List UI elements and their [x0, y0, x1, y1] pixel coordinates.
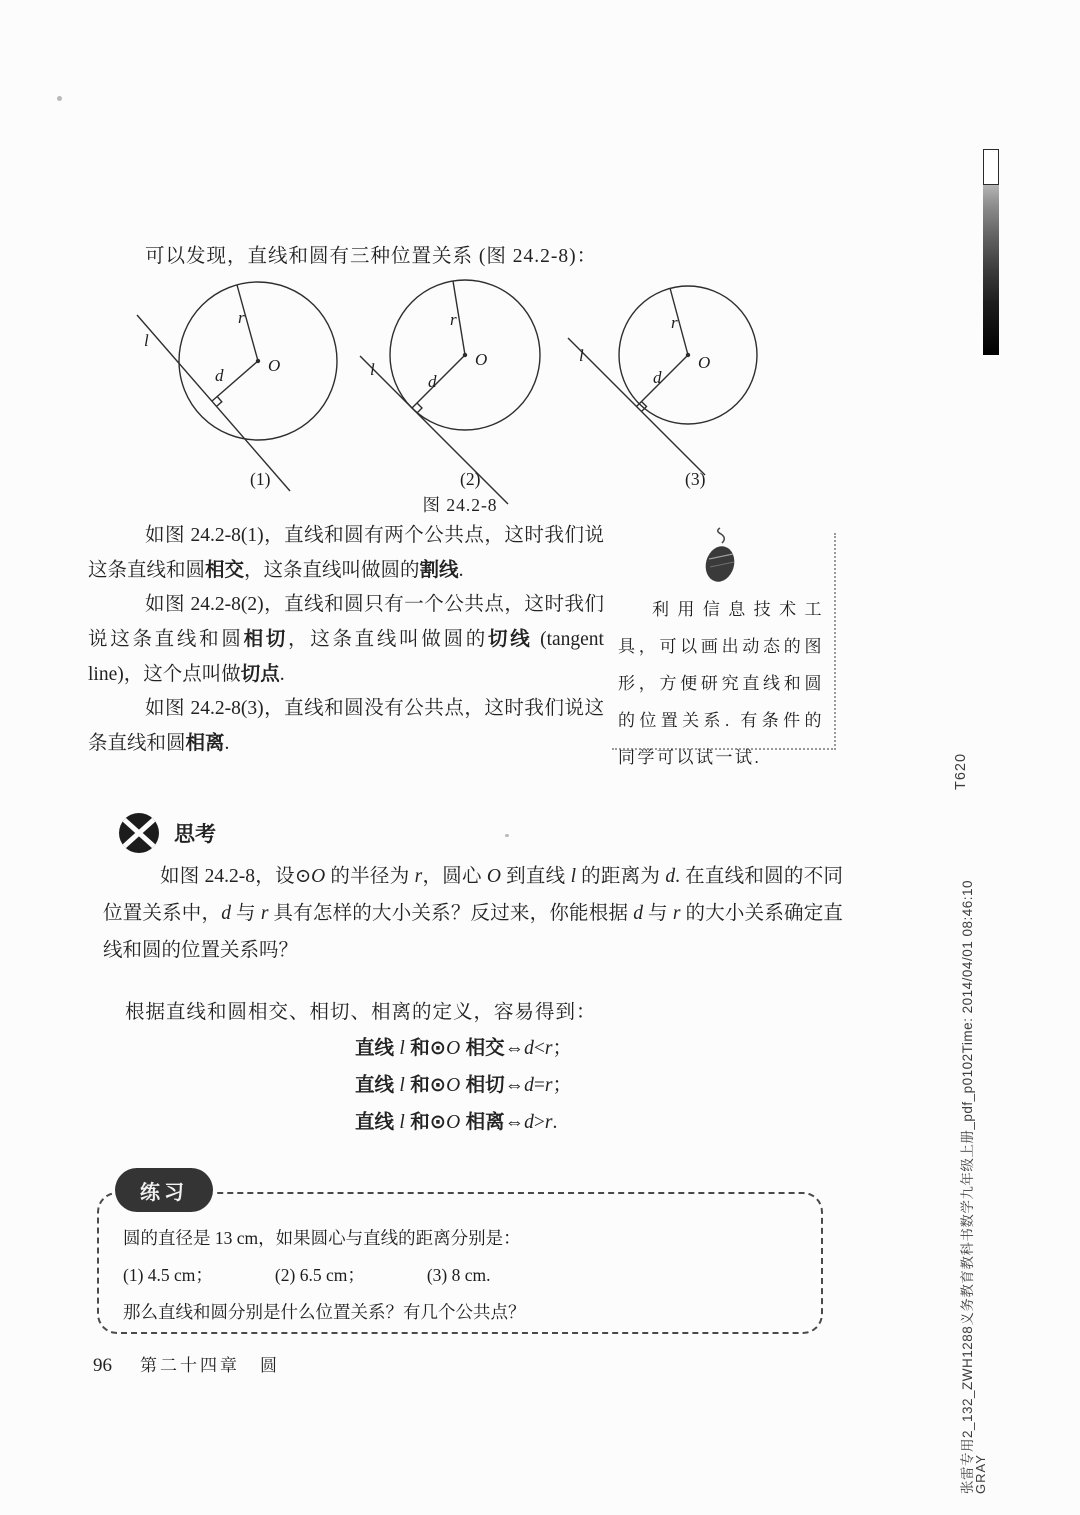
practice-line-3: 那么直线和圆分别是什么位置关系？有几个公共点？	[123, 1302, 526, 1322]
label-radius: r	[238, 308, 245, 327]
figure-caption: 图 24.2-8	[422, 495, 498, 515]
paragraph-intersect: 如图 24.2-8(1)，直线和圆有两个公共点，这时我们说这条直线和圆相交，这条直线叫做圆的割线.	[88, 525, 604, 581]
right-angle-mark	[217, 397, 222, 407]
subfigure-caption: (1)	[250, 469, 271, 489]
label-center: O	[475, 350, 488, 369]
scan-speck	[505, 834, 509, 837]
diagram-separate	[563, 273, 808, 508]
practice-box	[97, 1181, 823, 1334]
practice-item-3: (3) 8 cm.	[426, 1265, 491, 1285]
think-title: 思考	[174, 823, 216, 846]
label-line: l	[579, 346, 584, 365]
formula-tangent: 直线 l 和⊙O 相切⇔d=r；	[355, 1074, 572, 1096]
center-point	[686, 353, 690, 357]
center-point	[463, 353, 467, 357]
computer-mouse-icon	[698, 527, 744, 589]
center-point	[256, 359, 260, 363]
distance-segment	[637, 355, 689, 407]
label-center: O	[268, 356, 281, 375]
chapter-title: 第二十四章 圆	[140, 1356, 280, 1375]
right-angle-mark	[417, 403, 422, 413]
practice-item-2: (2) 6.5 cm；	[274, 1265, 365, 1285]
label-distance: d	[653, 368, 662, 387]
label-line: l	[144, 331, 149, 350]
grayscale-calibration-bar	[983, 149, 999, 355]
practice-items	[123, 1257, 799, 1294]
distance-segment	[412, 355, 465, 408]
paragraph-tangent: 如图 24.2-8(2)，直线和圆只有一个公共点，这时我们说这条直线和圆相切，这条直线叫做圆的切线 (tangent line)，这个点叫做切点.	[88, 594, 604, 685]
calibration-gradient	[983, 185, 999, 355]
diagram-secant	[130, 273, 360, 505]
calibration-white-cell	[983, 149, 999, 185]
tech-note-text: 利用信息技术工具，可以画出动态的图形，方便研究直线和圆的位置关系. 有条件的同学可以试一试.	[618, 600, 824, 767]
practice-line-1: 圆的直径是 13 cm，如果圆心与直线的距离分别是：	[123, 1228, 521, 1248]
label-distance: d	[215, 366, 224, 385]
practice-badge: 练习	[115, 1168, 213, 1212]
paragraph-separate: 如图 24.2-8(3)，直线和圆没有公共点，这时我们说这条直线和圆相离.	[88, 698, 604, 754]
label-radius: r	[450, 310, 457, 329]
subfigure-caption: (2)	[460, 469, 481, 489]
diagram-tangent	[358, 273, 573, 508]
body-text	[88, 519, 604, 761]
tech-note-box	[612, 533, 836, 767]
think-question: 如图 24.2-8，设⊙O 的半径为 r，圆心 O 到直线 l 的距离为 d. 在直线和圆的不同位置关系中，d 与 r 具有怎样的大小关系？反过来，你能根据 d 与 r 的大小关系确定直线和圆的位置关系吗？	[103, 866, 843, 961]
think-icon	[116, 810, 162, 856]
intro-sentence: 可以发现，直线和圆有三种位置关系 (图 24.2-8)：	[145, 246, 598, 267]
subfigure-caption: (3)	[685, 469, 706, 489]
practice-body	[123, 1220, 799, 1331]
label-distance: d	[428, 372, 437, 391]
textbook-page: 可以发现，直线和圆有三种位置关系 (图 24.2-8)： l r d O (1) l r d O (2) l r d O (3) 图 24.2-8 如图 24.2-8(1)，直线和圆有两个公共点，这时我们说这条直线和圆相交，这条直线叫做圆的割线. 如图 24.2-8(2)，直线和圆只有一个公共点，这时我们说这条直线和圆相切，这条直线叫做圆的切线 (tangent line)，这个点叫做切点. 如图 24.2-8(3)，直线和圆没有公共点，这时我们说这条直线和圆相离. 利用信息技术工具，可以画出动态的图形，方便研究直线和圆的位置关系. 有条件的同学可以试一试. 思考 如图 24.2-8，设⊙O 的半径为 r，圆心 O 到直线 l 的距离为 d. 在直线和圆的不同位置关系中，d 与 r 具有怎样的大小关系？反过来，你能根据 d 与 r 的大小关系确定直线和圆的位置关系吗？ 根据直线和圆相交、相切、相离的定义，容易得到： 直线 l 和⊙O 相交⇔d<r； 直线 l 和⊙O 相切⇔d=r； 直线 l 和⊙O 相离⇔d>r. 练习 圆的直径是 13 cm，如果圆心与直线的距离分别是： (1) 4.5 cm； (2) 6.5 cm； (3) 8 cm. 那么直线和圆分别是什么位置关系？有几个公共点？ 96 第二十四章 圆 T620 张雷专用2_132_ZWH1288义务教育教科书数学九年级上册_pdf_p0102Time: 2014/04/01 08:46:10 GRAY	[0, 0, 1080, 1515]
scan-speck	[57, 96, 62, 101]
page-footer	[93, 1351, 280, 1377]
label-line: l	[370, 360, 375, 379]
formula-intersect: 直线 l 和⊙O 相交⇔d<r；	[355, 1037, 572, 1059]
practice-item-1: (1) 4.5 cm；	[123, 1265, 213, 1285]
deduction-formulas	[355, 1030, 572, 1141]
deduction-lead: 根据直线和圆相交、相切、相离的定义，容易得到：	[125, 1002, 597, 1023]
label-center: O	[698, 353, 711, 372]
page-number: 96	[93, 1355, 112, 1376]
think-section-header	[116, 810, 216, 856]
secant-line	[137, 315, 290, 491]
formula-separate: 直线 l 和⊙O 相离⇔d>r.	[355, 1111, 558, 1133]
label-radius: r	[671, 313, 678, 332]
